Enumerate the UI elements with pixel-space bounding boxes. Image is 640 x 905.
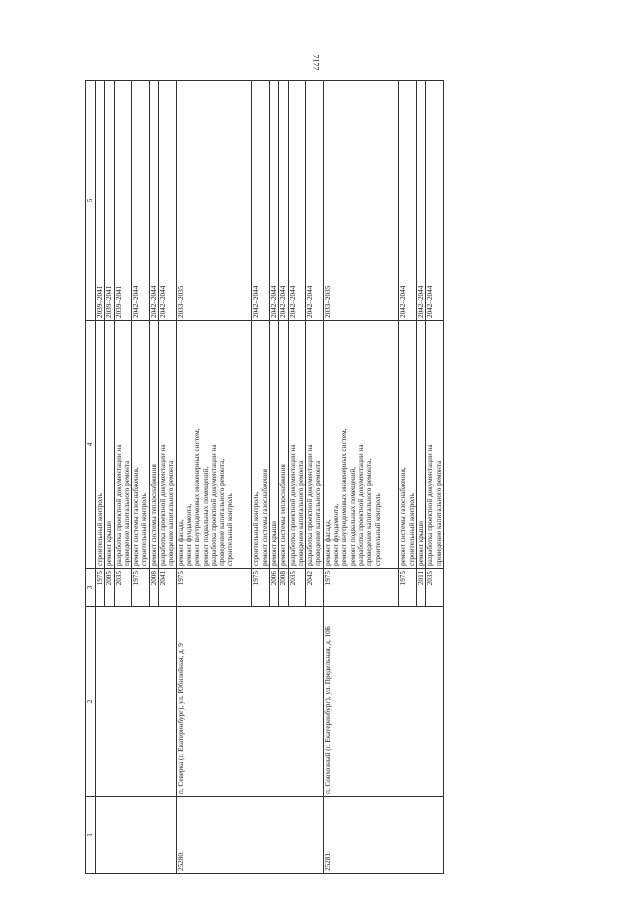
work-item: строительный контроль (407, 493, 416, 566)
work-item: ремонт крыши (105, 520, 114, 566)
year-cell: 2035 (426, 569, 444, 607)
work-item: проведение капитального ремонта, (365, 458, 374, 566)
work-item: ремонт системы газоснабжения (260, 469, 269, 566)
work-item: ремонт фасада, (323, 519, 332, 566)
works-cell (269, 321, 278, 569)
period-cell: 2033–2035 (176, 81, 252, 321)
works-cell (279, 321, 288, 569)
year-cell: 2035 (288, 569, 306, 607)
works-cell (252, 321, 270, 569)
works-cell (114, 321, 132, 569)
repair-schedule-table (85, 80, 444, 874)
works-cell (149, 321, 158, 569)
year-cell: 2008 (149, 569, 158, 607)
works-cell (323, 321, 399, 569)
works-cell (176, 321, 252, 569)
table-row (96, 81, 105, 874)
year-cell: 2041 (159, 569, 177, 607)
work-item: ремонт фундамента, (184, 503, 193, 566)
rotated-table-container (85, 81, 531, 874)
row-number: 25281. (323, 797, 443, 874)
address-cell: п. Северка (г. Екатеринбург), ул. Юбилейная, д. 9 (176, 607, 323, 797)
work-item: строительный контроль, (252, 491, 261, 566)
work-item: ремонт системы газоснабжения, (399, 467, 408, 566)
header-col-5: 5 (86, 81, 96, 321)
works-cell (426, 321, 444, 569)
work-item: разработка проектной документации на (306, 444, 315, 566)
year-cell: 2006 (269, 569, 278, 607)
work-item: разработка проектной документации на (426, 444, 435, 566)
works-cell (132, 321, 150, 569)
period-cell: 2042–2044 (426, 81, 444, 321)
work-item: разработка проектной документации на (114, 444, 123, 566)
work-item: разработка проектной документации на (288, 444, 297, 566)
table-row (323, 81, 399, 874)
work-item: проведение капитального ремонта, (218, 458, 227, 566)
work-item: проведение капитального ремонта (434, 460, 443, 566)
period-cell: 2042–2044 (399, 81, 417, 321)
period-cell: 2042–2044 (149, 81, 158, 321)
work-item: строительный контроль (226, 493, 235, 566)
header-row (86, 81, 96, 874)
year-cell: 2011 (416, 569, 425, 607)
page-number: 7177 (311, 54, 321, 71)
work-item: ремонт внутридомовых инженерных систем, (193, 428, 202, 566)
work-item: ремонт внутридомовых инженерных систем, (340, 428, 349, 566)
work-item: проведение капитального ремонта (122, 460, 131, 566)
work-item: ремонт фундамента, (332, 503, 341, 566)
period-cell: 2042–2044 (269, 81, 278, 321)
row-number: 25280. (176, 797, 323, 874)
year-cell: 2008 (279, 569, 288, 607)
work-item: проведение капитального ремонта (296, 460, 305, 566)
header-col-3: 3 (86, 569, 96, 607)
period-cell: 2042–2044 (159, 81, 177, 321)
work-item: проведение капитального ремонта (314, 460, 323, 566)
work-item: ремонт подвальных помещений, (201, 466, 210, 566)
header-col-2: 2 (86, 607, 96, 797)
period-cell: 2033–2035 (323, 81, 399, 321)
works-cell (288, 321, 306, 569)
work-item: ремонт фасада, (176, 519, 185, 566)
year-cell: 2005 (105, 569, 114, 607)
address-cell (96, 607, 177, 797)
year-cell: 1975 (176, 569, 252, 607)
table-row (176, 81, 252, 874)
works-cell (399, 321, 417, 569)
address-cell: п. Совхозный (г. Екатеринбург), ул. Предельная, д. 10Б (323, 607, 443, 797)
work-item: разработка проектной документации на (209, 444, 218, 566)
work-item: строительный контроль (96, 493, 104, 566)
work-item: ремонт подвальных помещений, (348, 466, 357, 566)
table-body (96, 81, 444, 874)
period-cell: 2039–2041 (114, 81, 132, 321)
header-col-1: 1 (86, 797, 96, 874)
period-cell: 2042–2044 (416, 81, 425, 321)
period-cell: 2042–2044 (306, 81, 324, 321)
works-cell (159, 321, 177, 569)
year-cell: 1975 (399, 569, 417, 607)
period-cell: 2042–2044 (252, 81, 270, 321)
works-cell (105, 321, 114, 569)
period-cell: 2039–2041 (96, 81, 105, 321)
work-item: строительный контроль (140, 493, 149, 566)
works-cell (96, 321, 105, 569)
work-item: разработка проектной документации на (356, 444, 365, 566)
work-item: разработка проектной документации на (159, 444, 168, 566)
period-cell: 2042–2044 (279, 81, 288, 321)
work-item: ремонт системы теплоснабжения (279, 464, 288, 566)
work-item: ремонт крыши (416, 520, 425, 566)
work-item: ремонт системы теплоснабжения (149, 464, 158, 566)
work-item: ремонт системы газоснабжения, (132, 467, 141, 566)
year-cell: 1975 (252, 569, 270, 607)
year-cell: 1975 (96, 569, 105, 607)
works-cell (306, 321, 324, 569)
year-cell: 1975 (323, 569, 399, 607)
period-cell: 2042–2044 (132, 81, 150, 321)
period-cell: 2039–2041 (105, 81, 114, 321)
year-cell: 2042 (306, 569, 324, 607)
year-cell: 2035 (114, 569, 132, 607)
work-item: ремонт крыши (269, 520, 278, 566)
year-cell: 1975 (132, 569, 150, 607)
work-item: проведение капитального ремонта (167, 460, 176, 566)
works-cell (416, 321, 425, 569)
work-item: строительный контроль (373, 493, 382, 566)
header-col-4: 4 (86, 321, 96, 569)
period-cell: 2042–2044 (288, 81, 306, 321)
row-number (96, 797, 177, 874)
